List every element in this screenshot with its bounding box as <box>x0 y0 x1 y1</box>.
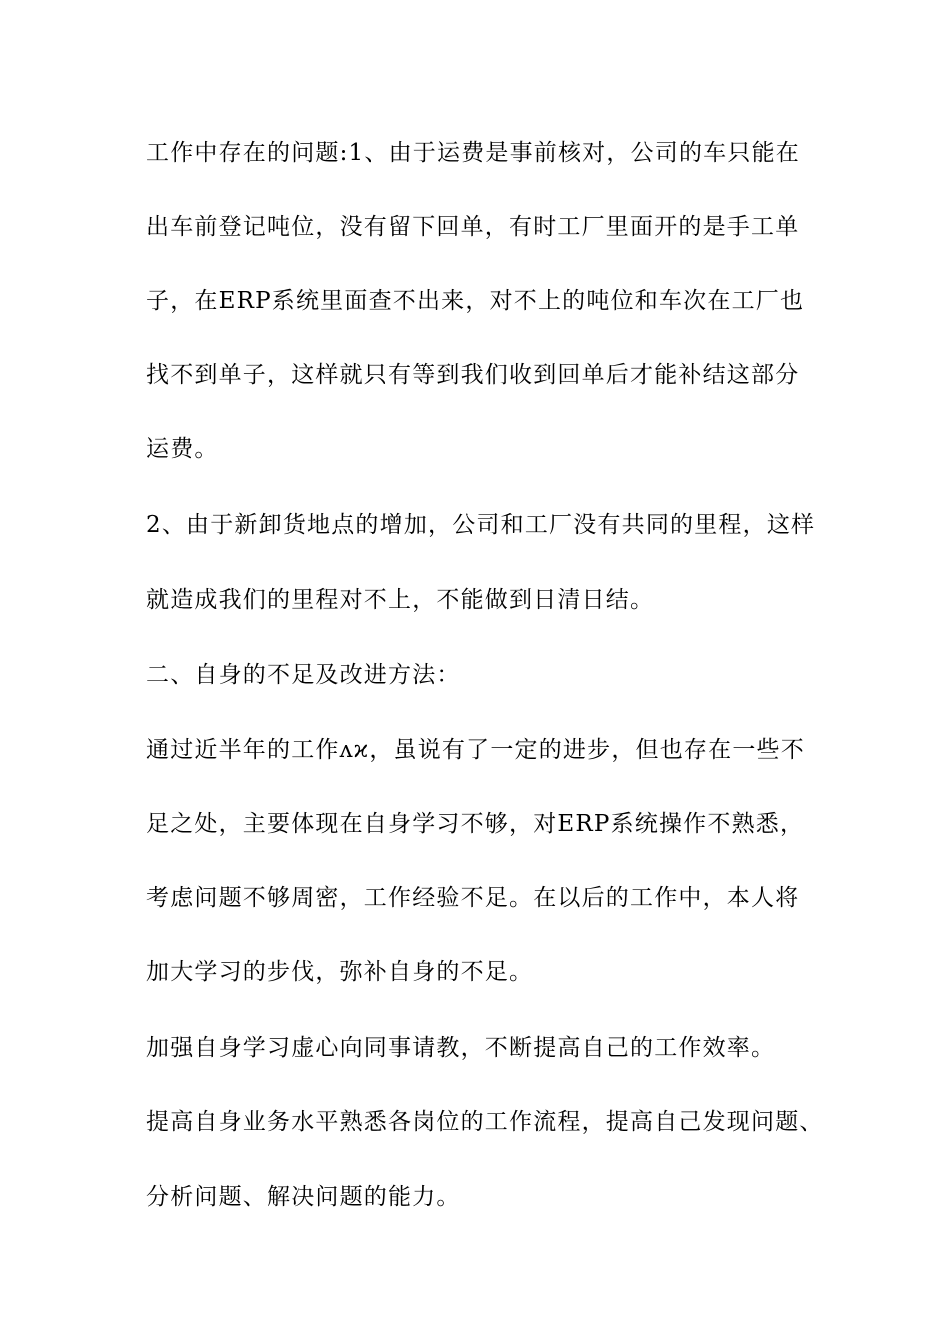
text-line: 提高自身业务水平熟悉各岗位的工作流程，提高自己发现问题、 <box>146 1109 824 1135</box>
text-line: 就造成我们的里程对不上，不能做到日清日结。 <box>146 587 655 613</box>
text-line: 找不到单子，这样就只有等到我们收到回单后才能补结这部分 <box>146 362 800 388</box>
text-line: 足之处，主要体现在自身学习不够，对ERP系统操作不熟悉， <box>146 811 805 837</box>
section-heading: 二、自身的不足及改进方法： <box>146 662 461 688</box>
text-line: 2、由于新卸货地点的增加，公司和工厂没有共同的里程，这样 <box>146 512 816 538</box>
text-line: 运费。 <box>146 436 219 462</box>
text-line: 加强自身学习虚心向同事请教，不断提高自己的工作效率。 <box>146 1035 776 1061</box>
text-line: 工作中存在的问题:1、由于运费是事前核对，公司的车只能在 <box>146 140 800 166</box>
text-line: 子，在ERP系统里面查不出来，对不上的吨位和车次在工厂也 <box>146 288 805 314</box>
text-line: 分析问题、解决问题的能力。 <box>146 1184 461 1210</box>
text-line: 考虑问题不够周密，工作经验不足。在以后的工作中，本人将 <box>146 885 800 911</box>
text-line: 通过近半年的工作ᴧϰ，虽说有了一定的进步，但也存在一些不 <box>146 737 805 763</box>
text-line: 出车前登记吨位，没有留下回单，有时工厂里面开的是手工单 <box>146 214 800 240</box>
text-line: 加大学习的步伐，弥补自身的不足。 <box>146 959 534 985</box>
